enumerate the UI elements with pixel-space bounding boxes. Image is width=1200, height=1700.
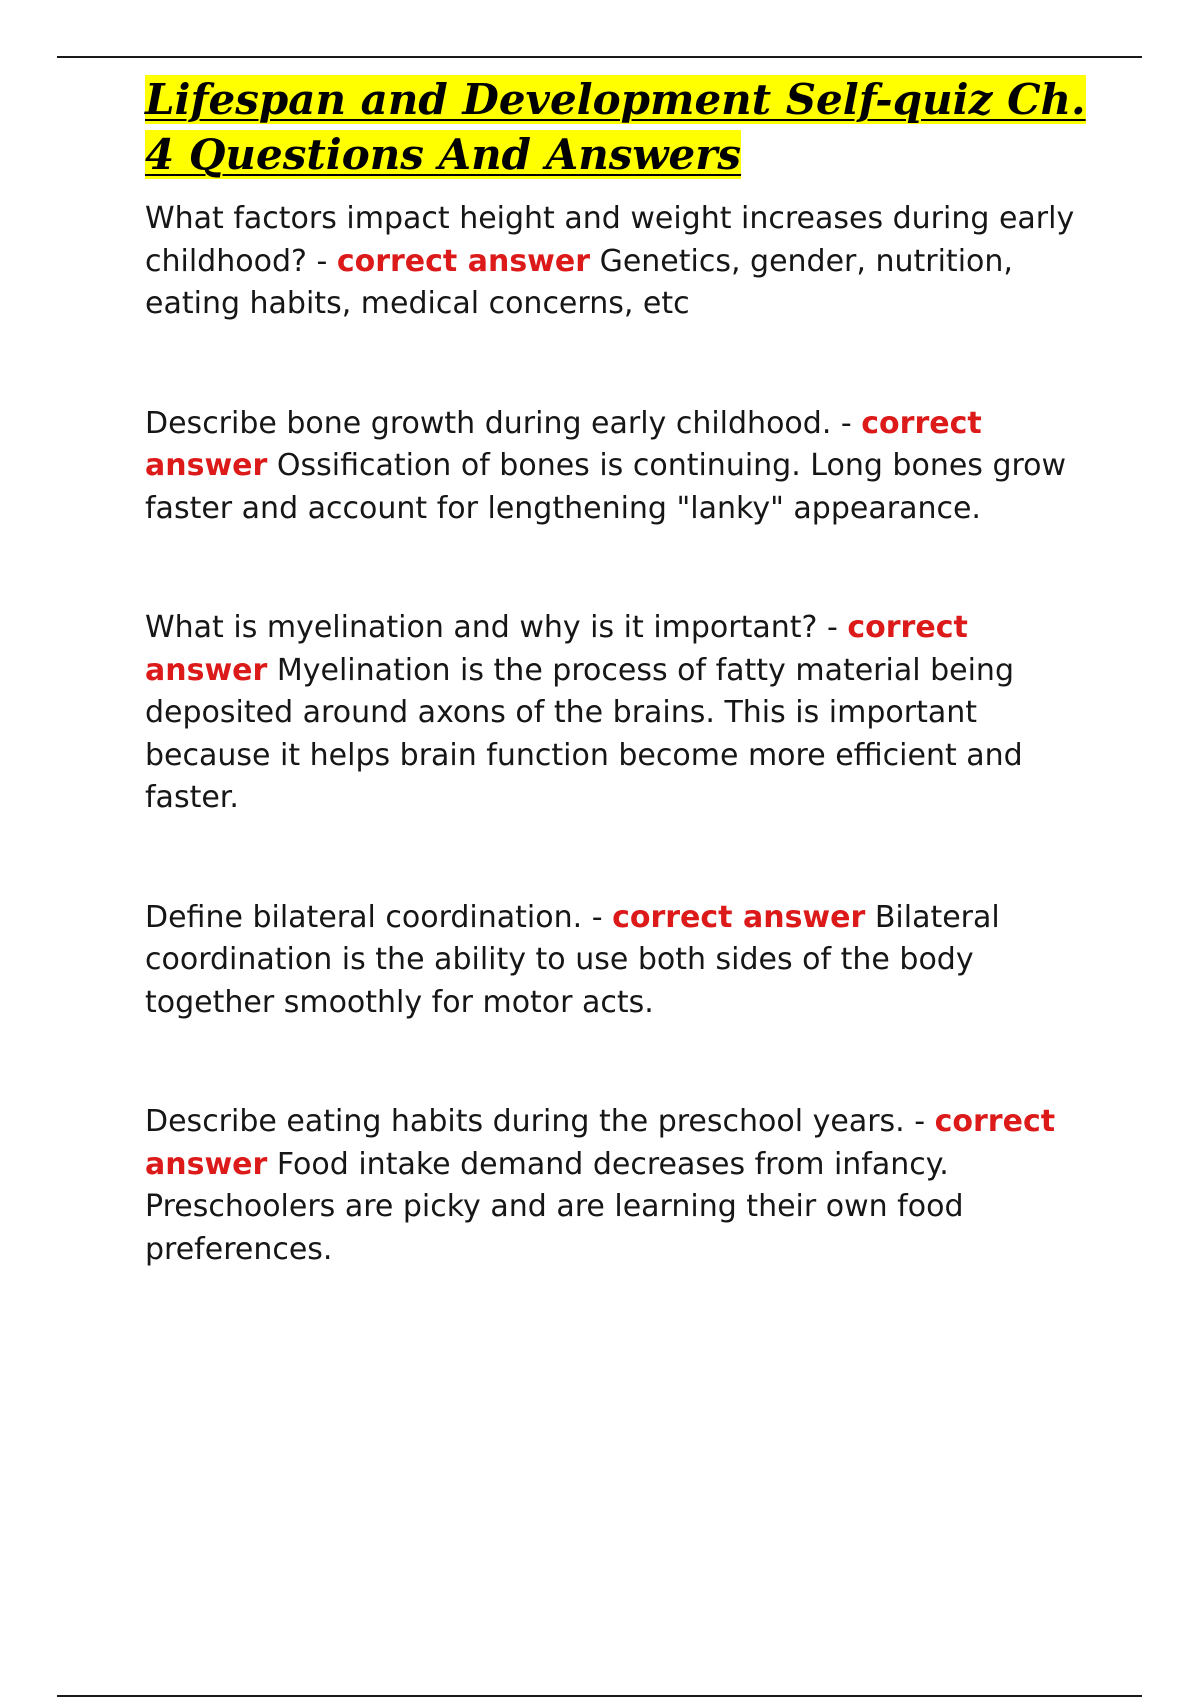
top-rule xyxy=(57,56,1142,58)
answer-text: Ossification of bones is continuing. Long bones grow faster and account for lengthening "lanky" appearance. xyxy=(145,448,1067,526)
qa-item-4 xyxy=(145,897,1090,1025)
answer-label: correct answer xyxy=(336,243,591,279)
bottom-rule xyxy=(57,1695,1142,1697)
answer-label: correct answer xyxy=(145,1104,1056,1182)
answer-text: Food intake demand decreases from infancy. Preschoolers are picky and are learning their own food preferences. xyxy=(145,1146,964,1267)
qa-item-1 xyxy=(145,198,1090,326)
answer-text: Myelination is the process of fatty material being deposited around axons of the brains. This is important because it helps brain function become more efficient and faster. xyxy=(145,652,1023,815)
answer-label: correct answer xyxy=(612,899,866,935)
answer-label: correct answer xyxy=(145,610,968,688)
answer-text: Genetics, gender, nutrition, eating habits, medical concerns, etc xyxy=(145,243,1013,321)
document-body xyxy=(145,72,1090,1271)
document-title xyxy=(145,72,1090,182)
question-text: Describe bone growth during early childhood. - xyxy=(145,405,862,441)
document-title-text: Lifespan and Development Self-quiz Ch. 4 Questions And Answers xyxy=(145,75,1086,179)
qa-item-2 xyxy=(145,403,1090,531)
question-text: What is myelination and why is it important? - xyxy=(145,610,848,645)
qa-item-5 xyxy=(145,1101,1090,1271)
answer-text: Bilateral coordination is the ability to use both sides of the body together smoothly for motor acts. xyxy=(145,899,1000,1020)
qa-item-3 xyxy=(145,607,1090,820)
question-text: Define bilateral coordination. - xyxy=(145,899,613,935)
question-text: What factors impact height and weight increases during early childhood? - xyxy=(145,201,1075,279)
question-text: Describe eating habits during the preschool years. - xyxy=(145,1104,935,1139)
answer-label: correct answer xyxy=(145,405,982,483)
